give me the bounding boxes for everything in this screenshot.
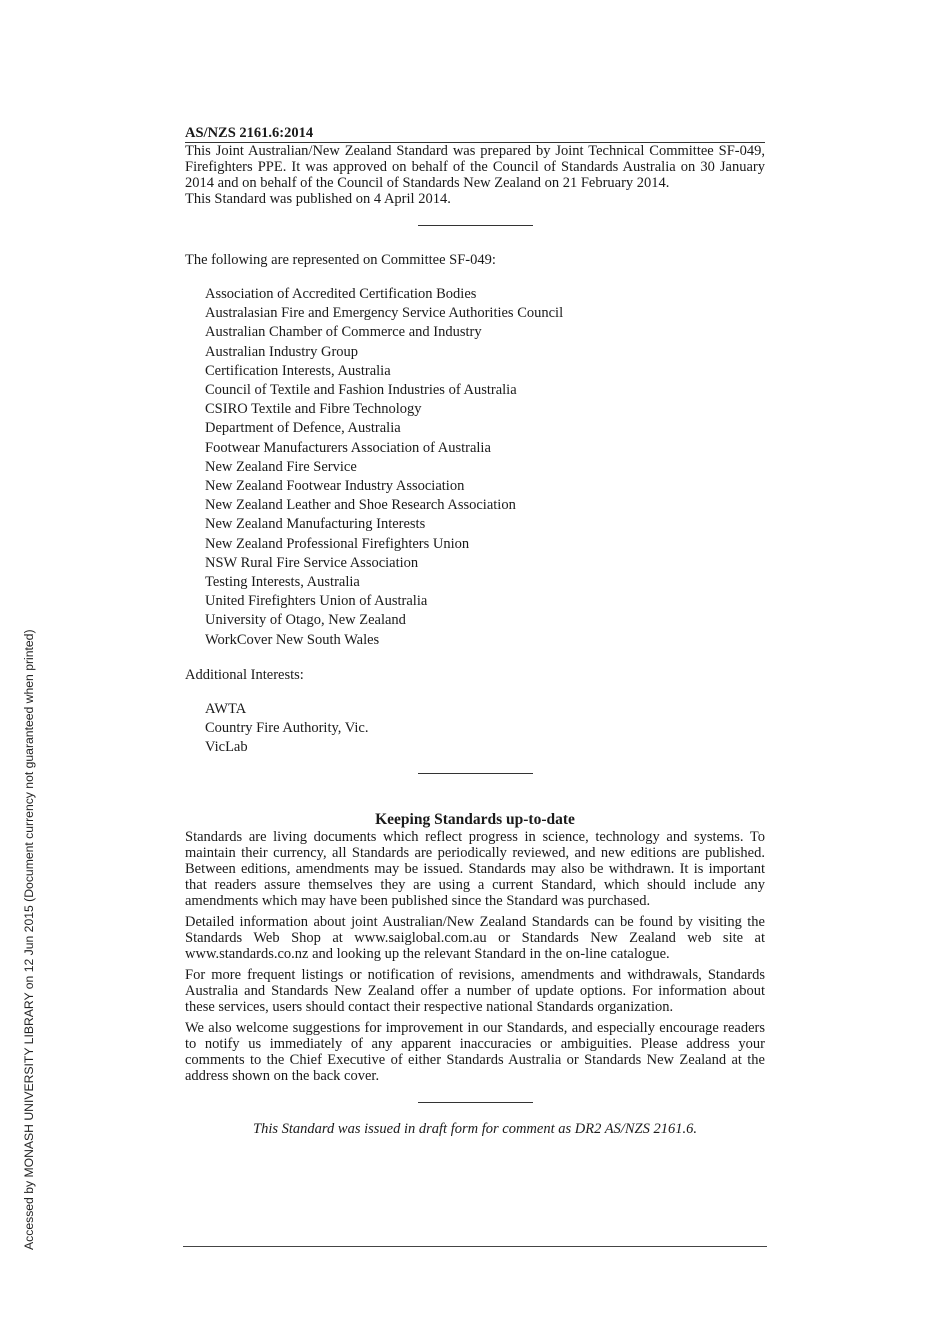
additional-interests-list [185, 700, 765, 758]
approval-paragraph: This Joint Australian/New Zealand Standard was prepared by Joint Technical Committee SF-049, Firefighters PPE. It was approved on behalf of the Council of Standards Australia on 30 January 2014 and on behalf of the Council of Standards New Zealand on 21 February 2014. [185, 143, 765, 191]
committee-member: Council of Textile and Fashion Industries of Australia [205, 382, 517, 399]
committee-member: United Firefighters Union of Australia [205, 593, 428, 610]
committee-member: NSW Rural Fire Service Association [205, 554, 419, 571]
committee-member: New Zealand Professional Firefighters Union [205, 535, 470, 552]
additional-interests-heading: Additional Interests: [185, 666, 304, 683]
section-title: Keeping Standards up-to-date [375, 811, 575, 829]
committee-member: Testing Interests, Australia [205, 574, 360, 591]
access-watermark: Accessed by MONASH UNIVERSITY LIBRARY on 12 Jun 2015 (Document currency not guaranteed when printed) [22, 629, 36, 1250]
committee-member: CSIRO Textile and Fibre Technology [205, 401, 422, 418]
committee-member: University of Otago, New Zealand [205, 612, 406, 629]
committee-member: Certification Interests, Australia [205, 362, 391, 379]
committee-member: New Zealand Leather and Shoe Research Association [205, 497, 516, 514]
committee-member: New Zealand Manufacturing Interests [205, 516, 426, 533]
document-id: AS/NZS 2161.6:2014 [185, 125, 765, 143]
divider [418, 773, 533, 774]
divider [418, 1102, 533, 1103]
committee-member-list [185, 285, 765, 650]
additional-member: AWTA [205, 700, 247, 717]
committee-intro: The following are represented on Committee SF-049: [185, 252, 496, 268]
committee-member: Department of Defence, Australia [205, 420, 401, 437]
keeping-paragraph: For more frequent listings or notification of revisions, amendments and withdrawals, Standards Australia and Standards New Zealand offer a number of update options. For information about these services, users should contact their respective national Standards organization. [185, 967, 765, 1016]
divider [418, 225, 533, 226]
committee-member: WorkCover New South Wales [205, 631, 380, 648]
committee-member: Australian Industry Group [205, 343, 359, 360]
keeping-paragraph: Standards are living documents which reflect progress in science, technology and systems. To maintain their currency, all Standards are periodically reviewed, and new editions are published. Between editions, amendments may be issued. Standards may also be withdrawn. It is important that readers assure themselves they are using a current Standard, which should include any amendments which may have been published since the Standard was purchased. [185, 829, 765, 910]
committee-member: Association of Accredited Certification Bodies [205, 286, 477, 302]
committee-member: New Zealand Footwear Industry Association [205, 478, 465, 495]
published-date: This Standard was published on 4 April 2014. [185, 191, 451, 207]
committee-member: Footwear Manufacturers Association of Australia [205, 439, 491, 456]
keeping-paragraph: We also welcome suggestions for improvement in our Standards, and especially encourage readers to notify us immediately of any apparent inaccuracies or ambiguities. Please address your comments to the Chief Executive of either Standards Australia or Standards New Zealand at the address shown on the back cover. [185, 1020, 765, 1085]
document-page [185, 125, 765, 1138]
additional-member: Country Fire Authority, Vic. [205, 720, 369, 737]
committee-member: New Zealand Fire Service [205, 458, 357, 475]
keeping-paragraph: Detailed information about joint Australian/New Zealand Standards can be found by visiting the Standards Web Shop at www.saiglobal.com.au or Standards New Zealand web site at www.standards.co.nz and looking up the relevant Standard in the on-line catalogue. [185, 914, 765, 963]
draft-note: This Standard was issued in draft form for comment as DR2 AS/NZS 2161.6. [253, 1121, 697, 1138]
committee-member: Australian Chamber of Commerce and Industry [205, 324, 482, 341]
bottom-rule [183, 1246, 767, 1247]
committee-member: Australasian Fire and Emergency Service Authorities Council [205, 305, 564, 322]
additional-member: VicLab [205, 739, 248, 756]
